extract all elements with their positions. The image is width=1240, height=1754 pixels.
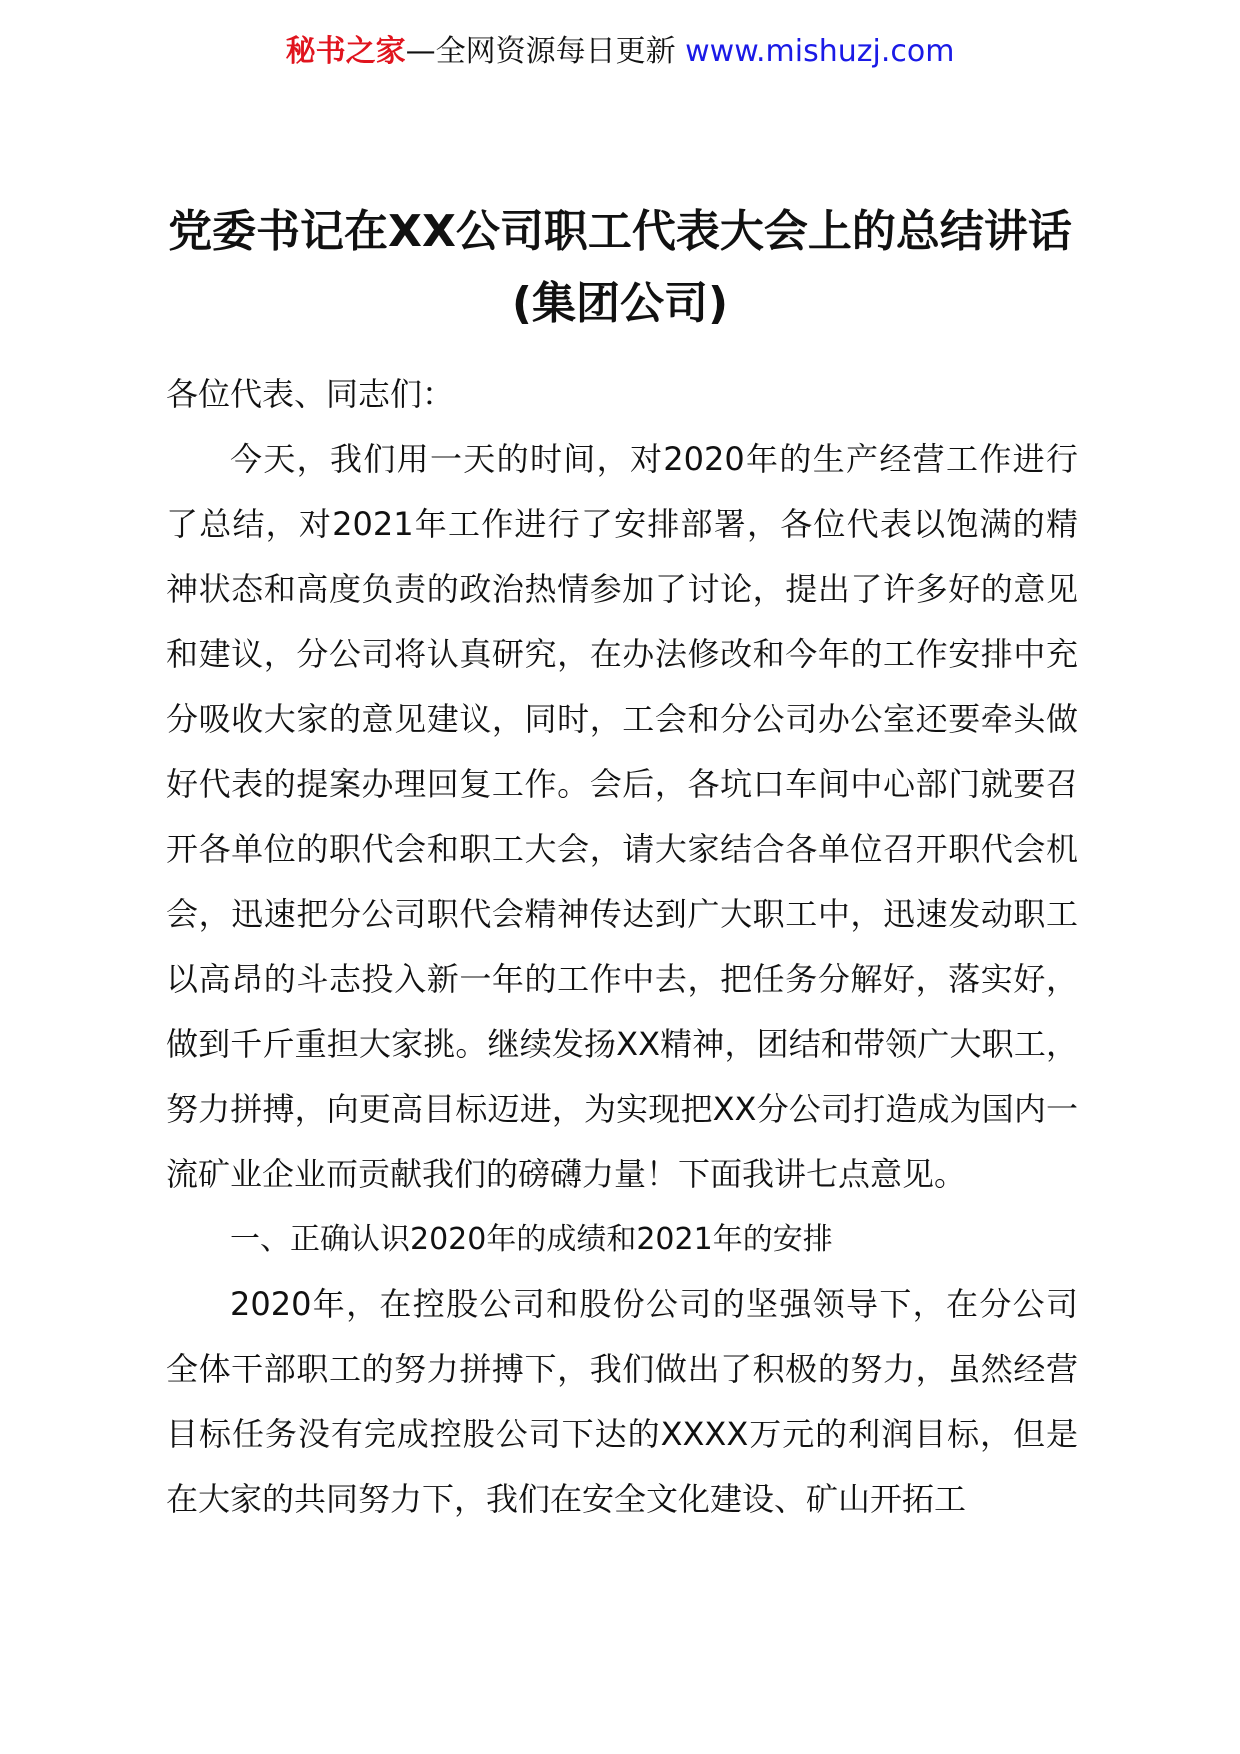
salutation: 各位代表、同志们： (166, 375, 455, 413)
site-tagline: —全网资源每日更新 (405, 34, 676, 69)
site-brand: 秘书之家 (285, 34, 406, 69)
section-heading: 一、正确认识2020年的成绩和2021年的安排 (230, 1222, 833, 1257)
site-url-link[interactable]: www.mishuzj.com (685, 34, 955, 69)
section-paragraph: 2020年，在控股公司和股份公司的坚强领导下，在分公司全体干部职工的努力拼搏下，我们做出了积极的努力，虽然经营目标任务没有完成控股公司下达的XXXX万元的利润目标，但是在大家的共同努力下，我们在安全文化建设、矿山开拓工 (166, 1285, 1078, 1518)
document-body (166, 362, 1078, 1532)
site-header (0, 28, 1240, 76)
document-title: 党委书记在XX公司职工代表大会上的总结讲话(集团公司) (168, 206, 1072, 329)
body-paragraph: 今天，我们用一天的时间，对2020年的生产经营工作进行了总结，对2021年工作进行了安排部署，各位代表以饱满的精神状态和高度负责的政治热情参加了讨论，提出了许多好的意见和建议，分公司将认真研究，在办法修改和今年的工作安排中充分吸收大家的意见建议，同时，工会和分公司办公室还要牵头做好代表的提案办理回复工作。会后，各坑口车间中心部门就要召开各单位的职代会和职工大会，请大家结合各单位召开职代会机会，迅速把分公司职代会精神传达到广大职工中，迅速发动职工以高昂的斗志投入新一年的工作中去，把任务分解好，落实好，做到千斤重担大家挑。继续发扬XX精神，团结和带领广大职工，努力拼搏，向更高目标迈进，为实现把XX分公司打造成为国内一流矿业企业而贡献我们的磅礴力量！下面我讲七点意见。 (166, 440, 1078, 1193)
